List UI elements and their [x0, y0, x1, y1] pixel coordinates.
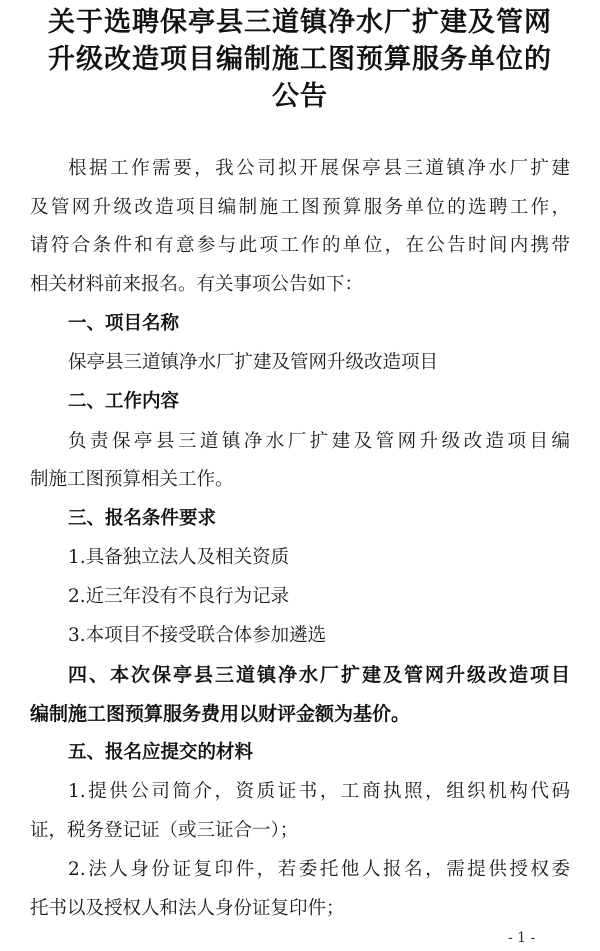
intro-line-3: 请符合条件和有意参与此项工作的单位，在公告时间内携带 — [30, 235, 570, 256]
title-line-2: 升级改造项目编制施工图预算服务单位的 — [48, 44, 552, 75]
title-line-1: 关于选聘保亭县三道镇净水厂扩建及管网 — [48, 7, 552, 38]
section3-item-2: 2.近三年没有不良行为记录 — [68, 586, 290, 607]
section4-line-1: 四、本次保亭县三道镇净水厂扩建及管网升级改造项目 — [68, 664, 570, 686]
section5-item-1-line-2: 证，税务登记证（或三证合一）； — [30, 820, 299, 841]
page-number: - 1 - — [508, 930, 536, 946]
section1-body: 保亭县三道镇净水厂扩建及管网升级改造项目 — [68, 352, 439, 373]
section2-heading: 二、工作内容 — [68, 391, 180, 412]
intro-line-1: 根据工作需要，我公司拟开展保亭县三道镇净水厂扩建 — [68, 158, 570, 179]
section2-body-line-1: 负责保亭县三道镇净水厂扩建及管网升级改造项目编 — [68, 431, 570, 452]
section3-item-1: 1.具备独立法人及相关资质 — [68, 547, 290, 568]
section5-item-2-line-2: 托书以及授权人和法人身份证复印件； — [30, 898, 345, 919]
section5-item-1-line-1: 1.提供公司简介，资质证书，工商执照，组织机构代码 — [68, 781, 570, 802]
intro-line-4: 相关材料前来报名。有关事项公告如下： — [30, 274, 364, 295]
section3-item-3: 3.本项目不接受联合体参加遴选 — [68, 625, 327, 646]
section5-heading: 五、报名应提交的材料 — [68, 742, 254, 763]
section1-heading: 一、项目名称 — [68, 313, 180, 334]
section4-line-2: 编制施工图预算服务费用以财评金额为基价。 — [30, 703, 411, 725]
section5-item-2-line-1: 2.法人身份证复印件，若委托他人报名，需提供授权委 — [68, 859, 570, 880]
section3-heading: 三、报名条件要求 — [68, 508, 217, 529]
title-line-3: 公告 — [272, 81, 328, 112]
intro-line-2: 及管网升级改造项目编制施工图预算服务单位的选聘工作， — [30, 197, 570, 218]
section2-body-line-2: 制施工图预算相关工作。 — [30, 469, 234, 490]
